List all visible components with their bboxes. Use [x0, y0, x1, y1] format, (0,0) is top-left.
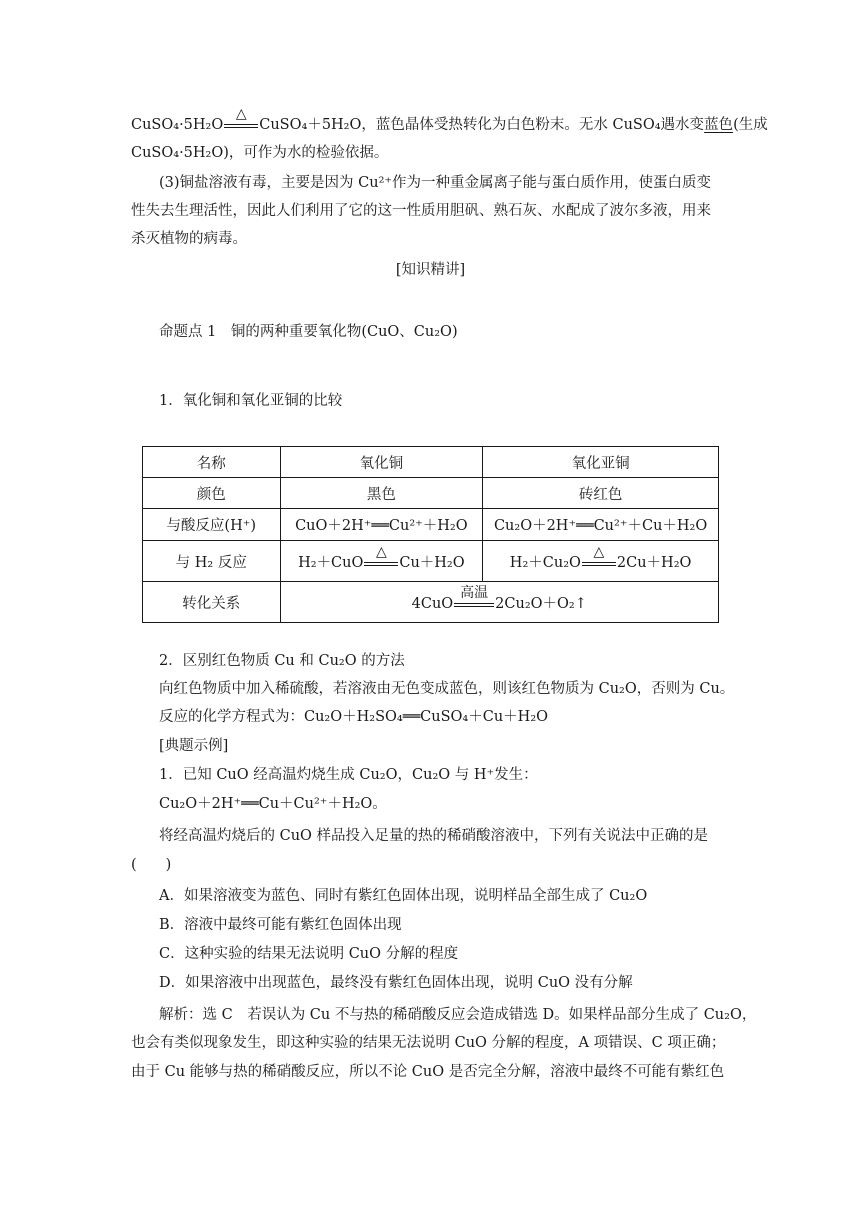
- question-line: 1．已知 CuO 经高温灼烧生成 Cu₂O，Cu₂O 与 H⁺发生：: [159, 767, 538, 783]
- topic-heading: 命题点 1 铜的两种重要氧化物(CuO、Cu₂O): [159, 324, 458, 340]
- table-cell: 砖红色: [483, 478, 719, 509]
- table-cell: [280, 582, 718, 623]
- formula-text: H₂＋CuO: [298, 554, 364, 571]
- formula-text: H₂＋Cu₂O: [509, 554, 581, 571]
- heat-condition: [582, 543, 616, 567]
- analysis-line: 解析：选 C 若误认为 Cu 不与热的稀硝酸反应会造成错选 D。如果样品部分生成了 Cu₂O，: [159, 1007, 757, 1023]
- analysis-line: 由于 Cu 能够与热的稀硝酸反应，所以不论 CuO 是否完全分解，溶液中最终不可能有紫红色: [131, 1064, 725, 1080]
- formula-text: CuSO₄·5H₂O: [131, 117, 224, 133]
- text-line: 反应的化学方程式为：Cu₂O＋H₂SO₄══CuSO₄＋Cu＋H₂O: [159, 709, 549, 725]
- table-header-cell: 氧化亚铜: [483, 447, 719, 478]
- table-header-cell: 名称: [143, 447, 281, 478]
- question-line: 将经高温灼烧后的 CuO 样品投入足量的热的稀硝酸溶液中，下列有关说法中正确的是: [159, 828, 709, 844]
- heat-symbol: △: [375, 543, 387, 560]
- formula-text: 2Cu＋H₂O: [616, 554, 692, 571]
- condition-label: 高温: [460, 584, 489, 601]
- table-cell: [280, 541, 483, 582]
- text-run: (生成: [733, 117, 768, 133]
- question-line: Cu₂O＋2H⁺══Cu＋Cu²⁺＋H₂O。: [159, 796, 387, 812]
- table-row: [143, 509, 719, 541]
- text-line: 杀灭植物的病毒。: [131, 231, 247, 247]
- table-row: [143, 582, 719, 623]
- table-row: [143, 447, 719, 478]
- section-title: [知识精讲]: [395, 262, 466, 278]
- table-cell: 与 H₂ 反应: [143, 541, 281, 582]
- text-line: (3)铜盐溶液有毒，主要是因为 Cu²⁺作为一种重金属离子能与蛋白质作用，使蛋白质变: [159, 175, 712, 191]
- heat-symbol: △: [235, 106, 247, 122]
- formula-text: 2Cu₂O＋O₂↑: [495, 595, 587, 612]
- table-cell: 与酸反应(H⁺): [143, 509, 281, 541]
- section-title: [典题示例]: [159, 738, 229, 754]
- option-d: D．如果溶液中出现蓝色，最终没有紫红色固体出现，说明 CuO 没有分解: [159, 975, 633, 991]
- comparison-table: [142, 446, 719, 623]
- table-header-cell: 氧化铜: [280, 447, 483, 478]
- table-cell: Cu₂O＋2H⁺══Cu²⁺＋Cu＋H₂O: [483, 509, 719, 541]
- option-b: B．溶液中最终可能有紫红色固体出现: [159, 917, 402, 933]
- formula-text: Cu＋H₂O: [399, 554, 465, 571]
- option-c: C．这种实验的结果无法说明 CuO 分解的程度: [159, 946, 459, 962]
- heat-condition: [224, 106, 258, 129]
- table-cell: CuO＋2H⁺══Cu²⁺＋H₂O: [280, 509, 483, 541]
- formula-text: 4CuO: [411, 595, 454, 612]
- answer-blank: ( ): [131, 857, 172, 873]
- heat-symbol: △: [593, 543, 605, 560]
- table-cell: 转化关系: [143, 582, 281, 623]
- analysis-line: 也会有类似现象发生，即这种实验的结果无法说明 CuO 分解的程度，A 项错误、C 项正确；: [131, 1035, 726, 1051]
- subheading: 1．氧化铜和氧化亚铜的比较: [159, 393, 343, 409]
- option-a: A．如果溶液变为蓝色、同时有紫红色固体出现，说明样品全部生成了 Cu₂O: [159, 888, 648, 904]
- table-cell: 黑色: [280, 478, 483, 509]
- high-temp-condition: [454, 584, 494, 608]
- table-cell: 颜色: [143, 478, 281, 509]
- text-line: 性失去生理活性，因此人们利用了它的这一性质用胆矾、熟石灰、水配成了波尔多液，用来: [131, 203, 711, 219]
- text-line: CuSO₄·5H₂O)，可作为水的检验依据。: [131, 145, 389, 161]
- table-row: [143, 541, 719, 582]
- underlined-text: 蓝色: [704, 117, 734, 133]
- text-line: [131, 106, 768, 135]
- heat-condition: [364, 543, 398, 567]
- table-row: [143, 478, 719, 509]
- table-cell: [483, 541, 719, 582]
- text-line: 向红色物质中加入稀硫酸，若溶液由无色变成蓝色，则该红色物质为 Cu₂O，否则为 Cu。: [159, 681, 735, 697]
- subheading: 2．区别红色物质 Cu 和 Cu₂O 的方法: [159, 653, 405, 669]
- text-run: CuSO₄＋5H₂O，蓝色晶体受热转化为白色粉末。无水 CuSO₄遇水变: [259, 117, 705, 133]
